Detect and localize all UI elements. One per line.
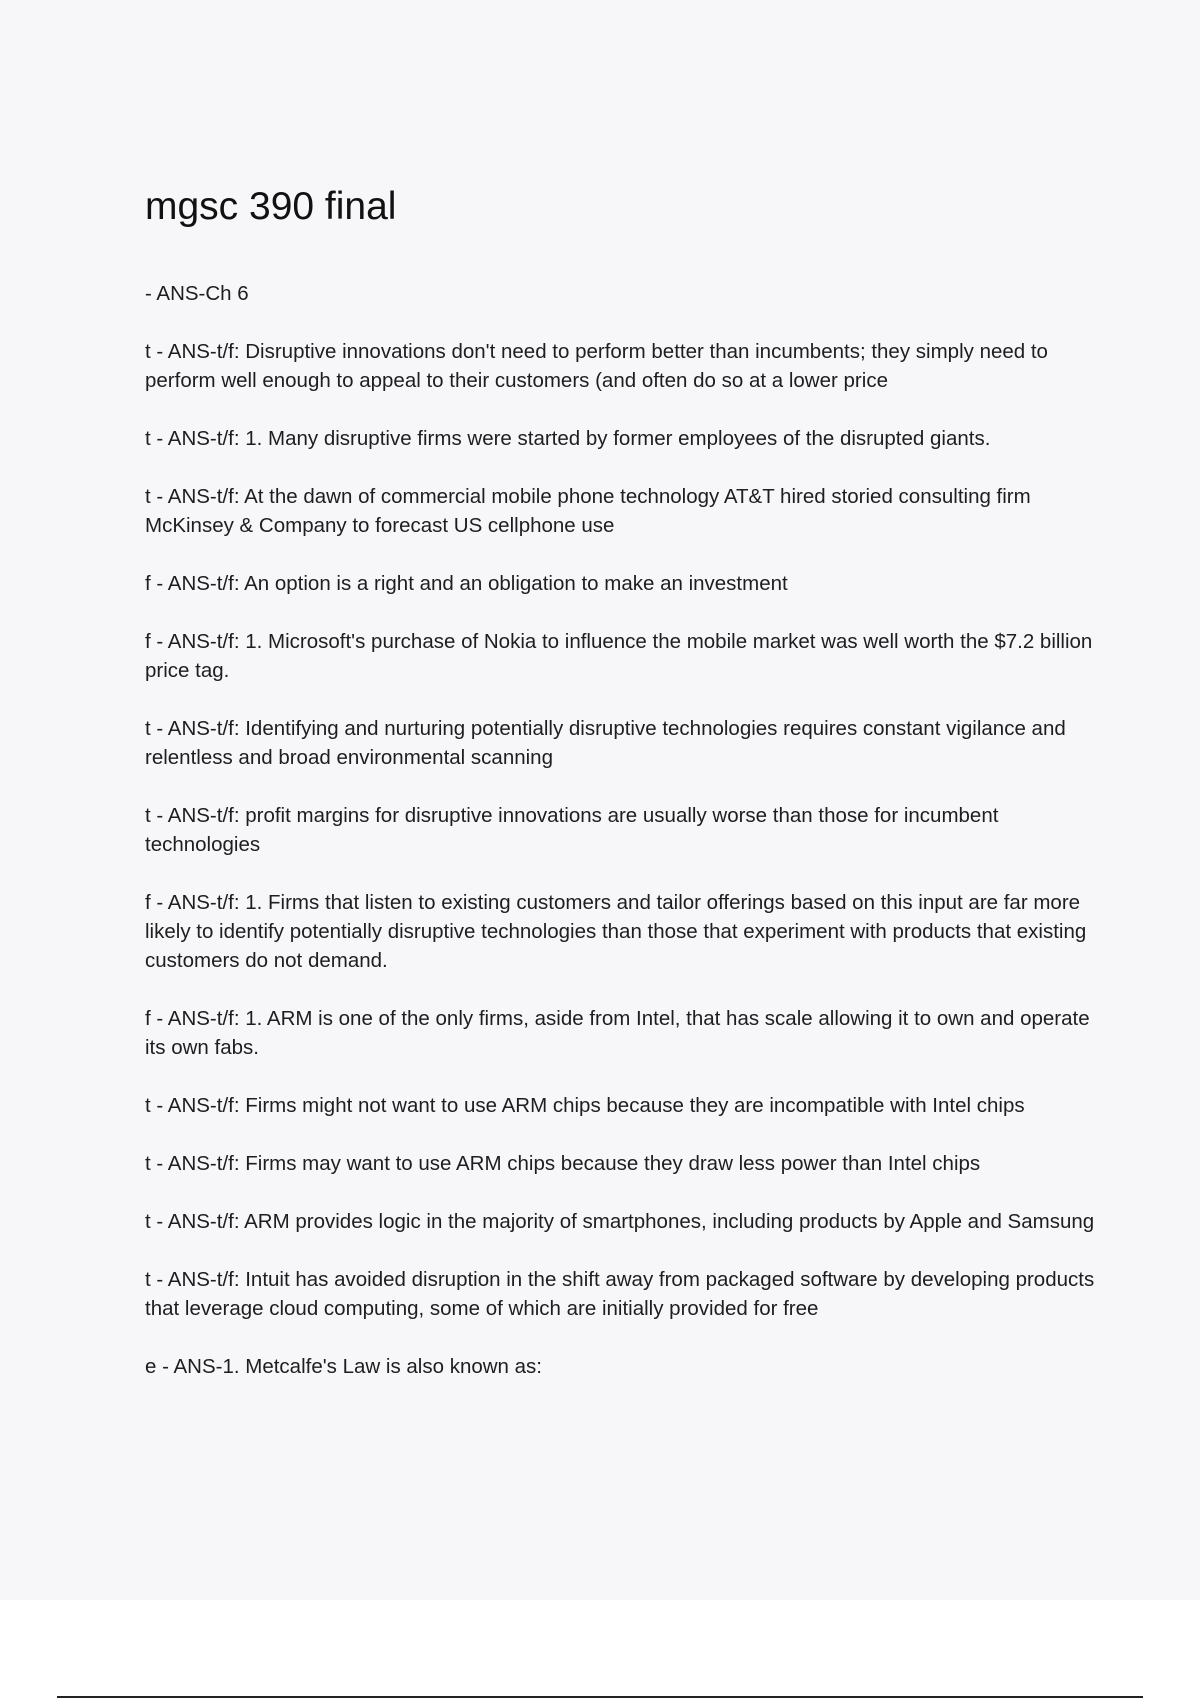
qa-item: t - ANS-t/f: ARM provides logic in the majority of smartphones, including products by Apple and Samsung (145, 1210, 1095, 1233)
document-title: mgsc 390 final (145, 185, 397, 228)
footer-divider (57, 1696, 1143, 1698)
qa-item: t - ANS-t/f: 1. Many disruptive firms were started by former employees of the disrupted giants. (145, 427, 991, 450)
qa-item: t - ANS-t/f: Disruptive innovations don't need to perform better than incumbents; they simply need to perform well enough to appeal to their customers (and often do so at a lower price (145, 340, 1048, 392)
document-content (145, 183, 1095, 1410)
qa-item: t - ANS-t/f: Firms may want to use ARM chips because they draw less power than Intel chips (145, 1152, 981, 1175)
qa-item: t - ANS-t/f: Intuit has avoided disruption in the shift away from packaged software by developing products that leverage cloud computing, some of which are initially provided for free (145, 1268, 1095, 1320)
qa-item: f - ANS-t/f: An option is a right and an obligation to make an investment (145, 572, 788, 595)
qa-item: f - ANS-t/f: 1. ARM is one of the only firms, aside from Intel, that has scale allowing it to own and operate its own fabs. (145, 1007, 1090, 1059)
qa-item: t - ANS-t/f: At the dawn of commercial mobile phone technology AT&T hired storied consulting firm McKinsey & Company to forecast US cellphone use (145, 485, 1031, 537)
qa-item: t - ANS-t/f: Firms might not want to use ARM chips because they are incompatible with Intel chips (145, 1094, 1025, 1117)
qa-item: t - ANS-t/f: Identifying and nurturing potentially disruptive technologies requires constant vigilance and relentless and broad environmental scanning (145, 717, 1066, 769)
qa-item: e - ANS-1. Metcalfe's Law is also known as: (145, 1355, 542, 1378)
qa-item: - ANS-Ch 6 (145, 282, 249, 305)
qa-item: f - ANS-t/f: 1. Firms that listen to existing customers and tailor offerings based on this input are far more likely to identify potentially disruptive technologies than those that experiment with products that existing customers do not demand. (145, 891, 1087, 972)
qa-item: t - ANS-t/f: profit margins for disruptive innovations are usually worse than those for incumbent technologies (145, 804, 999, 856)
qa-item: f - ANS-t/f: 1. Microsoft's purchase of Nokia to influence the mobile market was well worth the $7.2 billion price tag. (145, 630, 1093, 682)
